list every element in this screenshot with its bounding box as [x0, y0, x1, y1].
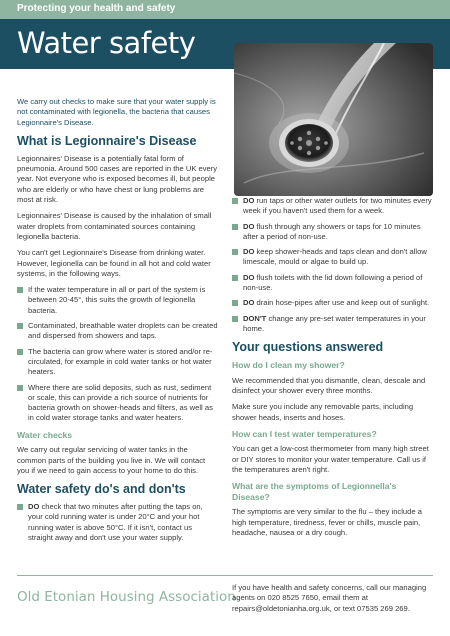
- dos-list: [17, 502, 219, 543]
- dos-donts-heading: Water safety do's and don'ts: [17, 482, 186, 497]
- list-item: [17, 502, 219, 543]
- list-item: [232, 196, 434, 217]
- legionnaires-paragraph: You can't get Legionnaire's Disease from drinking water. However, legionella can be found in all hot and cold water systems, in the following ways.: [17, 248, 211, 278]
- do-keyword: DO: [243, 272, 255, 282]
- answer-shower: We recommended that you dismantle, clean, descale and disinfect your shower every three months.: [232, 375, 426, 396]
- legionella-bullet-list: [17, 285, 219, 424]
- question-temperature: How can I test water temperatures?: [232, 428, 377, 439]
- sink-drain-photo: [234, 43, 433, 196]
- do-keyword: DO: [28, 502, 40, 512]
- list-item: Contaminated, breathable water droplets can be created and dispersed from showers and taps.: [17, 321, 219, 342]
- question-shower: How do I clean my shower?: [232, 360, 345, 371]
- dont-text: change any pre-set water temperatures in your home.: [243, 313, 426, 333]
- do-text: flush through any showers or taps for 10 minutes after a period of non-use.: [243, 221, 421, 241]
- right-column: [232, 196, 434, 544]
- do-text: flush toilets with the lid down following a period of non-use.: [243, 272, 423, 293]
- do-keyword: DO: [243, 247, 255, 257]
- list-item: Where there are solid deposits, such as rust, sediment or scale, this can provide a rich source of nutrients for bacteria growth on shower-heads and filters, as well as in cold water storage tanks and water heaters.: [17, 383, 219, 424]
- sink-drain-illustration: [234, 43, 433, 196]
- footer-brand: Old Etonian Housing Association: [17, 589, 236, 605]
- dont-keyword: DON'T: [243, 313, 267, 323]
- answer-shower-parts: Make sure you include any removable parts, including shower heads, inserts and hoses.: [232, 402, 414, 422]
- footer-contact: If you have health and safety concerns, call our managing agents on 020 8525 7650, email them at repairs@oldetonianha.org.uk, or text 07535 269 269.: [232, 583, 427, 613]
- do-keyword: DO: [243, 298, 255, 308]
- legionnaires-paragraph: Legionnaires' Disease is a potentially fatal form of pneumonia. Around 500 cases are reported in the UK every year. Not everyone who is exposed becomes ill, but people who are elderly or who have chest or lung problems are most at risk.: [17, 153, 218, 205]
- questions-heading: Your questions answered: [232, 340, 384, 355]
- page-title: Water safety: [17, 26, 196, 60]
- header-tagline-bar: [0, 0, 450, 19]
- dos-list-continued: [232, 196, 434, 334]
- intro-text: We carry out checks to make sure that your water supply is not contaminated with legionella, the bacteria that causes Legionnaire's Disease.: [17, 97, 216, 127]
- list-item: The bacteria can grow where water is stored and/or re-circulated, for example in cold water tanks or hot water heaters.: [17, 347, 219, 378]
- do-text: check that two minutes after putting the taps on, your cold running water is under 20°C and your hot running water is above 50°C. If it isn't, contact us straight away and don't use your water supply.: [28, 502, 203, 542]
- do-keyword: DO: [243, 196, 255, 205]
- list-item: If the water temperature in all or part of the system is between 20-45°, this suits the growth of legionella bacteria.: [17, 285, 219, 316]
- do-keyword: DO: [243, 221, 255, 231]
- legionnaires-paragraph: Legionnaires' Disease is caused by the inhalation of small water droplets from contaminated sources containing legionella bacteria.: [17, 211, 212, 241]
- footer-divider: [17, 575, 433, 576]
- legionnaires-heading: What is Legionnaire's Disease: [17, 133, 197, 148]
- do-text: keep shower-heads and taps clean and don't allow limescale, mould or algae to build up.: [243, 247, 427, 267]
- header-tagline: Protecting your health and safety: [17, 3, 176, 14]
- list-item: [232, 273, 434, 294]
- list-item: [232, 298, 434, 308]
- list-item: [232, 314, 434, 335]
- list-item: [232, 222, 434, 243]
- list-item: [232, 247, 434, 268]
- left-column: [17, 97, 219, 549]
- water-checks-text: We carry out regular servicing of water tanks in the common parts of the building you live in. We will contact you if we need to gain access to your home to do this.: [17, 445, 206, 475]
- water-checks-heading: Water checks: [17, 429, 73, 440]
- do-text: run taps or other water outlets for two minutes every week if you haven't used them for a week.: [243, 196, 432, 216]
- answer-symptoms: The symptoms are very similar to the flu – they include a high temperature, tiredness, fever or chills, muscle pain, headache, nausea or a dry cough.: [232, 507, 422, 537]
- question-symptoms: What are the symptoms of Legionnella's Disease?: [232, 481, 397, 502]
- answer-temperature: You can get a low-cost thermometer from many high street or DIY stores to monitor your water temperature. Call us if the temperatures aren't right.: [232, 444, 429, 475]
- do-text: drain hose-pipes after use and keep out of sunlight.: [254, 298, 430, 308]
